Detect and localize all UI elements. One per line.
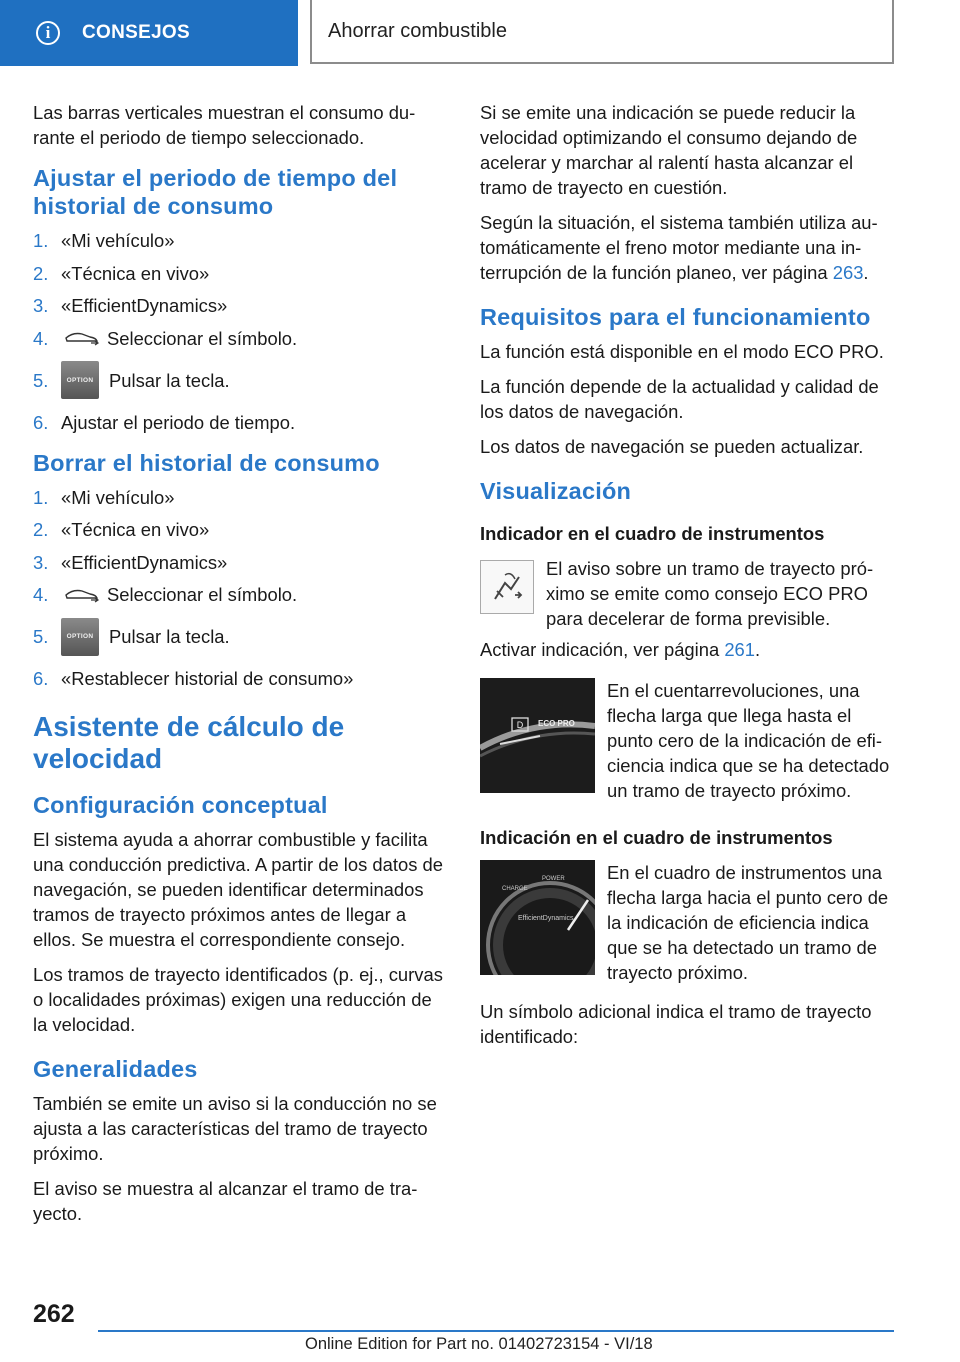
car-consumption-icon <box>63 329 101 347</box>
svg-text:ECO PRO: ECO PRO <box>538 719 575 728</box>
svg-text:D: D <box>516 720 524 730</box>
heading-generalidades: Generalidades <box>33 1056 198 1082</box>
heading-borrar-historial: Borrar el historial de consumo <box>33 449 380 476</box>
paragraph: El aviso sobre un tramo de trayecto próximo se emite como consejo ECO PRO para decelerar de forma previsible. <box>546 558 874 629</box>
svg-text:CHARGE: CHARGE <box>502 886 528 892</box>
list-item: 5. OPTION Pulsar la tecla. <box>33 615 451 659</box>
heading-requisitos: Requisitos para el funcionamiento <box>480 304 871 330</box>
svg-text:POWER: POWER <box>542 876 565 882</box>
paragraph: La función depende de la actualidad y calidad de los datos de navegación. <box>480 376 879 422</box>
list-item: 6. Ajustar el periodo de tiempo. <box>33 411 296 433</box>
list-item: 5. OPTION Pulsar la tecla. <box>33 358 451 402</box>
footer-divider <box>98 1330 894 1332</box>
cuadro-row <box>480 860 900 985</box>
right-column <box>480 100 900 1059</box>
list-item: 2. «Técnica en vivo» <box>33 519 210 540</box>
heading-asistente: Asistente de cálculo de velocidad <box>33 711 345 774</box>
edition-note: Online Edition for Part no. 01402723154 - VI/18 <box>305 1335 653 1353</box>
info-icon: i <box>36 21 60 45</box>
steps-ajustar-periodo <box>33 228 451 435</box>
heading-ajustar-periodo: Ajustar el periodo de tiempo del historial de consumo <box>33 165 398 219</box>
paragraph: El aviso se muestra al alcanzar el tramo de trayecto. <box>33 1178 418 1224</box>
paragraph: En el cuadro de instrumentos una flecha larga hacia el punto cero de la indicación de eficiencia indica que se ha detectado un tramo de trayecto próximo. <box>607 862 889 983</box>
list-item: 6. «Restablecer historial de consumo» <box>33 668 354 689</box>
page-number: 262 <box>33 1300 75 1328</box>
list-item: 1. «Mi vehículo» <box>33 230 175 251</box>
curve-warning-icon <box>480 560 534 614</box>
left-column <box>33 100 451 1236</box>
chapter-title: Ahorrar combustible <box>310 0 894 64</box>
paragraph: En el cuentarrevoluciones, una flecha larga que llega hasta el punto cero de la indicación de eficiencia indica que se ha detectado un tramo de trayecto próximo. <box>607 680 890 801</box>
paragraph: Activar indicación, ver página 261. <box>480 639 761 660</box>
option-key-icon: OPTION <box>61 361 99 399</box>
tachometer-photo <box>480 678 595 793</box>
aviso-row <box>480 556 900 631</box>
paragraph: Según la situación, el sistema también utiliza automáticamente el freno motor mediante una interrupción de la función planeo, ver página 263. <box>480 212 878 283</box>
list-item: 1. «Mi vehículo» <box>33 486 175 508</box>
cuentarrevoluciones-row <box>480 678 900 803</box>
option-key-icon: OPTION <box>61 618 99 656</box>
heading-visualizacion: Visualización <box>480 478 632 504</box>
list-item: 2. «Técnica en vivo» <box>33 262 210 284</box>
page-link-261[interactable]: 261 <box>724 639 756 660</box>
intro-paragraph: Las barras verticales muestran el consumo durante el periodo de tiempo seleccionado. <box>33 102 416 148</box>
paragraph: Si se emite una indicación se puede reducir la velocidad optimizando el consumo dejando de acelerar y marchar al ralentí hasta alcanzar el tramo de trayecto en cuestión. <box>480 102 858 198</box>
paragraph: La función está disponible en el modo ECO PRO. <box>480 341 884 362</box>
heading-configuracion: Configuración conceptual <box>33 792 328 818</box>
svg-text:EfficientDynamics: EfficientDynamics <box>518 915 574 922</box>
efficiency-gauge-photo <box>480 860 595 975</box>
page-link-263[interactable]: 263 <box>832 262 864 283</box>
paragraph: El sistema ayuda a ahorrar combustible y facilita una conducción predictiva. A partir de los datos de navegación, se pueden identificar determinados tramos de trayecto próximos antes de llegar a ellos. Se muestra el correspondiente consejo. <box>33 829 443 950</box>
paragraph: Los datos de navegación se pueden actualizar. <box>480 436 864 457</box>
car-consumption-icon <box>63 586 101 604</box>
list-item: 4. Seleccionar el símbolo. <box>33 584 298 605</box>
steps-borrar-historial <box>33 485 451 692</box>
paragraph: Un símbolo adicional indica el tramo de trayecto identificado: <box>480 1001 872 1047</box>
list-item: 3. «EfficientDynamics» <box>33 551 228 573</box>
paragraph: Los tramos de trayecto identificados (p. ej., curvas o localidades próximas) exigen una reducción de la velocidad. <box>33 964 443 1035</box>
heading-indicador: Indicador en el cuadro de instrumentos <box>480 523 825 544</box>
section-tab <box>0 0 298 66</box>
paragraph: También se emite un aviso si la conducción no se ajusta a las características del tramo de trayecto próximo. <box>33 1093 437 1164</box>
heading-indicacion: Indicación en el cuadro de instrumentos <box>480 827 833 848</box>
list-item: 4. Seleccionar el símbolo. <box>33 327 298 349</box>
list-item: 3. «EfficientDynamics» <box>33 295 228 316</box>
section-tab-label: CONSEJOS <box>82 22 190 43</box>
